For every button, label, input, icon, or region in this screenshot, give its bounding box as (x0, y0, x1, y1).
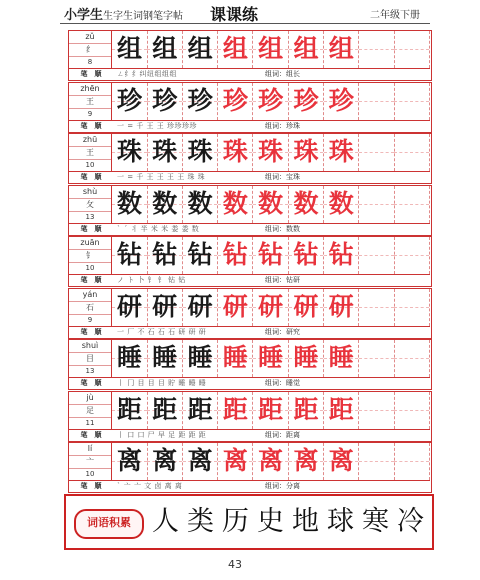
trace-character: 钻 (222, 240, 248, 269)
trace-character: 珠 (222, 137, 248, 166)
grid-cell (289, 186, 325, 223)
grid-cell (147, 392, 183, 429)
word-value: 组长 (286, 70, 300, 78)
char-info (69, 443, 112, 480)
stroke-order-bar (69, 120, 430, 132)
grid-cell (359, 83, 395, 120)
word-example (265, 275, 300, 286)
model-character: 离 (152, 446, 178, 475)
grid-cell (218, 289, 254, 326)
stroke-sequence: 丨 冂 目 目 目 貯 睡 睡 睡 (117, 379, 207, 387)
stroke-order-bar (69, 377, 430, 389)
char-info (69, 134, 112, 171)
grid-cell (147, 134, 183, 171)
trace-character: 离 (293, 446, 319, 475)
trace-character: 离 (222, 446, 248, 475)
grid-cell (183, 186, 219, 223)
book-brand (64, 4, 183, 23)
practice-row (68, 133, 432, 184)
grid-cell (359, 443, 395, 480)
model-character: 距 (116, 394, 142, 424)
stroke-order-bar (69, 429, 430, 441)
grid-cell (147, 237, 183, 274)
pinyin-label: zhū (69, 134, 111, 147)
stroke-order-label: 笔 顺 (80, 327, 102, 336)
grid-cell (147, 83, 183, 120)
grid-cell (394, 83, 430, 120)
word-value: 睡觉 (286, 379, 300, 387)
grid-cell (253, 186, 289, 223)
grid-cell (324, 186, 360, 223)
model-character: 组 (152, 34, 178, 63)
stroke-order-bar (69, 326, 430, 338)
grid-cell (253, 340, 289, 377)
stroke-count: 13 (85, 367, 95, 375)
grid-cell (112, 186, 148, 223)
grid-cell (394, 186, 430, 223)
trace-character: 睡 (222, 343, 248, 372)
pinyin-label: zuān (69, 237, 111, 250)
grid-cell (112, 443, 148, 480)
model-character: 研 (152, 291, 178, 321)
grid-cell (289, 134, 325, 171)
grid-cell (147, 289, 183, 326)
grid-cell (324, 134, 360, 171)
pinyin-label: shuì (69, 340, 111, 353)
grid-cell (394, 443, 430, 480)
radical-label: 亠 (69, 456, 111, 469)
word-value: 研究 (286, 327, 300, 336)
grid-cell (394, 289, 430, 326)
word-value: 珍珠 (286, 121, 300, 130)
trace-character: 距 (293, 394, 319, 424)
vocab-character: 人 (152, 506, 179, 537)
grid-cell (394, 340, 430, 377)
radical-label: 攵 (69, 199, 111, 212)
grid-cell (359, 31, 395, 68)
model-character: 组 (187, 34, 213, 63)
grade-label: 二年级下册 (370, 10, 420, 21)
grid-cell (183, 134, 219, 171)
model-character: 睡 (116, 343, 142, 372)
grid-cell (324, 340, 360, 377)
word-example (265, 481, 300, 492)
stroke-sequence: 一 厂 不 石 石 石 研 研 研 (117, 327, 207, 336)
trace-character: 珍 (222, 85, 248, 115)
practice-row (68, 442, 432, 493)
pinyin-label: yán (69, 289, 111, 302)
grid-cell (289, 392, 325, 429)
grid-cell (218, 186, 254, 223)
practice-row (68, 288, 432, 339)
grid-cell (218, 83, 254, 120)
trace-character: 珍 (293, 85, 319, 115)
trace-character: 珠 (258, 137, 284, 166)
word-prefix: 组词： (265, 379, 286, 387)
trace-character: 组 (293, 34, 319, 63)
model-character: 珠 (152, 137, 178, 166)
trace-character: 组 (258, 34, 284, 63)
grid-cell (394, 392, 430, 429)
grid-cell (183, 289, 219, 326)
grid-cell (289, 443, 325, 480)
stroke-count: 11 (85, 418, 95, 427)
pinyin-label: zhēn (69, 83, 111, 96)
word-prefix: 组词： (265, 276, 286, 284)
page-number: 43 (228, 558, 242, 571)
stroke-order-label: 笔 顺 (80, 430, 102, 439)
grid-cell (183, 340, 219, 377)
brand-small: 生字生词钢笔字帖 (103, 11, 184, 22)
word-example (265, 224, 300, 235)
grid-cell (289, 289, 325, 326)
stroke-count: 9 (87, 109, 93, 118)
practice-row (68, 391, 432, 442)
practice-row (68, 236, 432, 287)
grid-cell (218, 134, 254, 171)
writing-grid (112, 186, 430, 223)
grid-cell (289, 31, 325, 68)
trace-character: 睡 (258, 343, 284, 372)
word-value: 钻研 (286, 276, 300, 284)
word-prefix: 组词： (265, 327, 286, 336)
pinyin-label: shù (69, 186, 111, 199)
grid-cell (112, 134, 148, 171)
grid-cell (324, 83, 360, 120)
writing-grid (112, 340, 430, 377)
stroke-order-bar (69, 171, 430, 183)
model-character: 研 (116, 291, 142, 321)
writing-grid (112, 237, 430, 274)
grid-cell (359, 392, 395, 429)
stroke-order-label: 笔 顺 (80, 482, 102, 490)
stroke-sequence: ` ´ 丬 半 米 米 娄 娄 数 (117, 224, 200, 233)
vocab-character: 史 (257, 506, 284, 537)
model-character: 珍 (187, 85, 213, 115)
brand-big: 小学生 (64, 8, 104, 23)
word-example (265, 378, 300, 389)
practice-row (68, 339, 432, 390)
model-character: 钻 (152, 240, 178, 269)
trace-character: 距 (222, 394, 248, 424)
vocab-box (64, 494, 434, 550)
practice-row (68, 82, 432, 133)
trace-character: 离 (328, 446, 354, 475)
trace-character: 研 (222, 291, 248, 321)
word-prefix: 组词： (265, 70, 286, 78)
grid-cell (218, 392, 254, 429)
grid-cell (253, 237, 289, 274)
vocab-character: 寒 (362, 506, 389, 537)
char-info (69, 340, 112, 377)
trace-character: 研 (328, 291, 354, 321)
stroke-count: 10 (85, 161, 95, 169)
word-prefix: 组词： (265, 173, 286, 181)
page-title: 课课练 (210, 5, 259, 24)
trace-character: 距 (258, 394, 284, 424)
stroke-count: 10 (85, 470, 95, 478)
model-character: 距 (187, 394, 213, 424)
grid-cell (253, 134, 289, 171)
stroke-sequence: 一 = 千 王 王 珍珍珍珍 (117, 121, 197, 130)
grid-cell (112, 392, 148, 429)
model-character: 珍 (152, 85, 178, 115)
trace-character: 数 (293, 188, 319, 218)
grid-cell (359, 237, 395, 274)
trace-character: 钻 (258, 240, 284, 269)
stroke-order-label: 笔 顺 (80, 70, 102, 78)
grid-cell (253, 392, 289, 429)
word-example (265, 172, 300, 183)
radical-label: 王 (69, 96, 111, 109)
grid-cell (112, 31, 148, 68)
stroke-sequence: 丨 口 口 尸 早 足 距 距 距 (117, 430, 207, 439)
writing-grid (112, 289, 430, 326)
model-character: 珠 (116, 137, 142, 166)
stroke-count: 9 (87, 315, 93, 324)
grid-cell (289, 83, 325, 120)
word-value: 分离 (286, 482, 300, 490)
model-character: 珠 (187, 137, 213, 166)
char-info (69, 31, 112, 68)
model-character: 离 (187, 446, 213, 475)
word-example (265, 121, 300, 132)
grid-cell (112, 289, 148, 326)
trace-character: 睡 (293, 343, 319, 372)
model-character: 组 (116, 34, 142, 63)
char-info (69, 186, 112, 223)
word-prefix: 组词： (265, 121, 286, 130)
stroke-count: 10 (85, 264, 95, 272)
vocab-badge: 词语积累 (74, 509, 144, 539)
grid-cell (359, 186, 395, 223)
radical-label: 足 (69, 405, 111, 418)
char-info (69, 83, 112, 120)
stroke-sequence: ㄥ纟纟纠纽组组组 (117, 70, 177, 78)
grid-cell (112, 83, 148, 120)
model-character: 数 (152, 188, 178, 218)
trace-character: 珍 (258, 85, 284, 115)
grid-cell (218, 237, 254, 274)
writing-grid (112, 134, 430, 171)
word-prefix: 组词： (265, 224, 286, 233)
grid-cell (394, 31, 430, 68)
trace-character: 珍 (328, 85, 354, 115)
radical-label: 石 (69, 302, 111, 315)
grid-cell (218, 31, 254, 68)
pinyin-label: jù (69, 392, 111, 405)
char-info (69, 392, 112, 429)
stroke-order-bar (69, 223, 430, 235)
trace-character: 数 (222, 188, 248, 218)
stroke-sequence: ` 亠 亠 文 卤 离 离 (117, 482, 183, 490)
grid-cell (253, 83, 289, 120)
trace-character: 睡 (328, 343, 354, 372)
stroke-order-label: 笔 顺 (80, 276, 102, 284)
stroke-order-label: 笔 顺 (80, 173, 102, 181)
grid-cell (359, 340, 395, 377)
stroke-order-label: 笔 顺 (80, 121, 102, 130)
practice-row (68, 30, 432, 81)
grid-cell (359, 289, 395, 326)
grid-cell (147, 31, 183, 68)
vocab-character: 类 (187, 506, 214, 537)
word-value: 宝珠 (286, 173, 300, 181)
trace-character: 数 (328, 188, 354, 218)
radical-label: 钅 (69, 250, 111, 263)
model-character: 钻 (187, 240, 213, 269)
vocab-character: 地 (292, 506, 319, 537)
grid-cell (253, 289, 289, 326)
model-character: 离 (116, 446, 142, 475)
model-character: 珍 (116, 85, 142, 115)
grid-cell (359, 134, 395, 171)
stroke-sequence: ノ ト 卜 钅 钅 钻 钻 (117, 276, 186, 284)
stroke-order-label: 笔 顺 (80, 379, 102, 387)
stroke-count: 13 (85, 212, 95, 221)
page-header (0, 0, 480, 28)
stroke-sequence: 一 = 千 王 王 王 王 珠 珠 (117, 173, 206, 181)
model-character: 钻 (116, 240, 142, 269)
stroke-order-label: 笔 顺 (80, 224, 102, 233)
model-character: 睡 (187, 343, 213, 372)
word-example (265, 69, 300, 80)
word-value: 数数 (286, 224, 300, 233)
vocab-character: 冷 (397, 506, 424, 537)
grid-cell (394, 134, 430, 171)
trace-character: 珠 (293, 137, 319, 166)
trace-character: 钻 (328, 240, 354, 269)
grid-cell (324, 443, 360, 480)
header-rule (60, 23, 430, 24)
trace-character: 距 (328, 394, 354, 424)
char-info (69, 289, 112, 326)
model-character: 研 (187, 291, 213, 321)
stroke-order-bar (69, 68, 430, 80)
model-character: 数 (187, 188, 213, 218)
writing-grid (112, 443, 430, 480)
grid-cell (253, 443, 289, 480)
char-info (69, 237, 112, 274)
grid-cell (112, 237, 148, 274)
model-character: 数 (116, 188, 142, 218)
grid-cell (147, 186, 183, 223)
trace-character: 研 (293, 291, 319, 321)
trace-character: 珠 (328, 137, 354, 166)
grid-cell (289, 340, 325, 377)
grid-cell (147, 340, 183, 377)
stroke-order-bar (69, 480, 430, 492)
writing-grid (112, 31, 430, 68)
grid-cell (324, 392, 360, 429)
radical-label: 纟 (69, 44, 111, 57)
grid-cell (183, 237, 219, 274)
grid-cell (394, 237, 430, 274)
stroke-order-bar (69, 274, 430, 286)
model-character: 睡 (152, 343, 178, 372)
radical-label: 王 (69, 147, 111, 160)
word-example (265, 430, 300, 441)
grid-cell (112, 340, 148, 377)
trace-character: 数 (258, 188, 284, 218)
grid-cell (183, 31, 219, 68)
stroke-count: 8 (87, 58, 93, 66)
word-prefix: 组词： (265, 430, 286, 439)
word-example (265, 327, 300, 338)
grid-cell (324, 31, 360, 68)
grid-cell (183, 392, 219, 429)
trace-character: 研 (258, 291, 284, 321)
trace-character: 离 (258, 446, 284, 475)
trace-character: 组 (328, 34, 354, 63)
trace-character: 组 (222, 34, 248, 63)
radical-label: 目 (69, 353, 111, 366)
grid-cell (183, 83, 219, 120)
pinyin-label: lí (69, 443, 111, 456)
grid-cell (289, 237, 325, 274)
trace-character: 钻 (293, 240, 319, 269)
grid-cell (253, 31, 289, 68)
grid-cell (218, 340, 254, 377)
grid-cell (324, 289, 360, 326)
model-character: 距 (152, 394, 178, 424)
vocab-character: 历 (222, 506, 249, 537)
grid-cell (324, 237, 360, 274)
grid-cell (147, 443, 183, 480)
practice-row (68, 185, 432, 236)
grid-cell (218, 443, 254, 480)
writing-grid (112, 83, 430, 120)
word-value: 距离 (286, 430, 300, 439)
pinyin-label: zǔ (69, 31, 111, 44)
vocab-character: 球 (327, 506, 354, 537)
writing-grid (112, 392, 430, 429)
grid-cell (183, 443, 219, 480)
word-prefix: 组词： (265, 482, 286, 490)
